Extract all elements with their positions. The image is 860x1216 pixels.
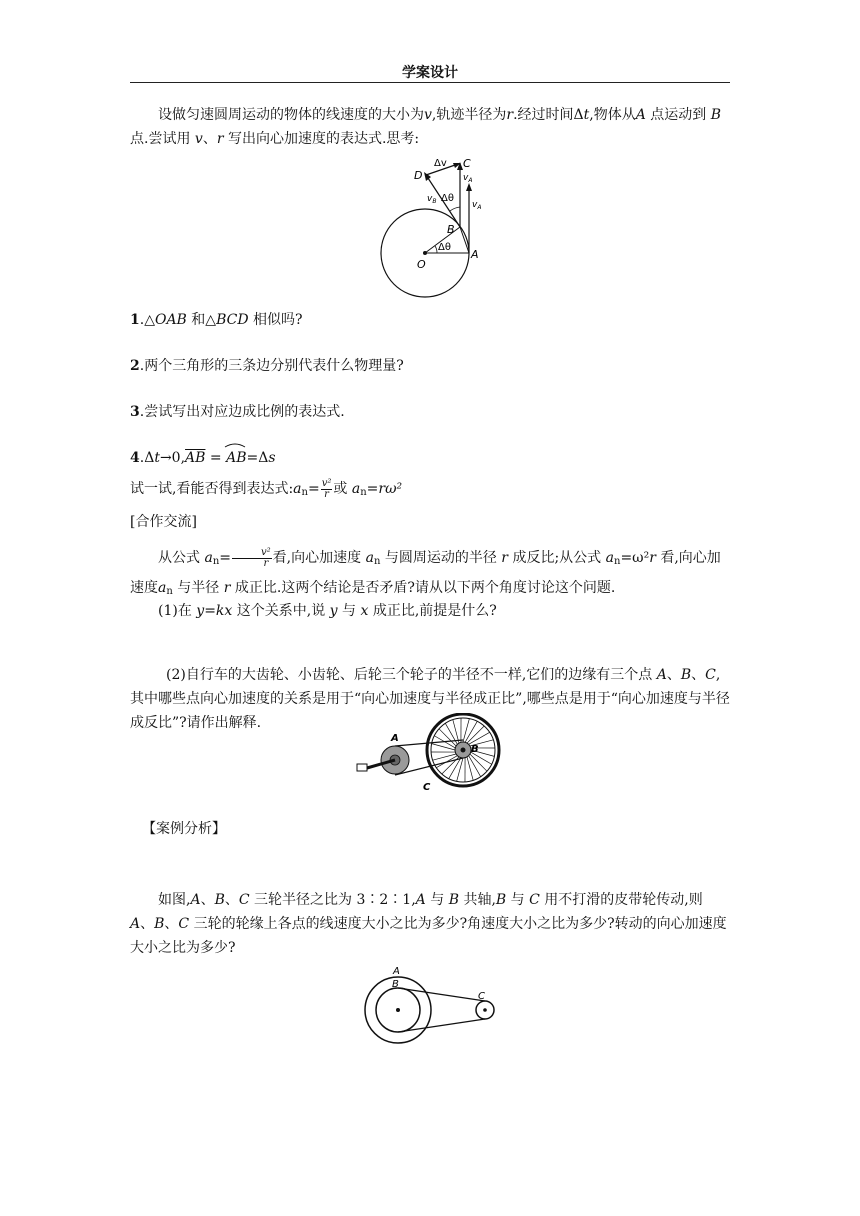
label-B: B (447, 223, 455, 236)
pedal (357, 764, 367, 771)
label-A: A (471, 248, 479, 261)
label-O: O (417, 258, 426, 271)
fraction-v2-r-2: $\frac{\text{v²}}{r}$ (232, 548, 272, 569)
wheel-spoke (433, 754, 456, 760)
label-A: A (393, 966, 400, 977)
page-header: 学案设计 (402, 65, 458, 81)
label-vA-side: $v_A$ (472, 200, 482, 211)
wheel-spoke (467, 757, 473, 780)
case-title: 【案例分析】 (142, 821, 226, 837)
item-1: (1)在 y=kx 这个关系中,说 y 与 x 成正比,前提是什么? (158, 603, 497, 619)
angle-arc-O (435, 246, 437, 253)
wheel-spoke (463, 719, 469, 742)
label-B: B (392, 979, 399, 990)
bicycle-gear-diagram (355, 713, 505, 798)
wheel-spoke (453, 720, 459, 743)
try-line: 试一试,看能否得到表达式$:a_n=$ $\frac{\text{v²}}{r}$ 或 $a_n=r\omega^2$ (130, 477, 403, 500)
label-C: C (423, 782, 431, 793)
label-B: B (471, 744, 479, 755)
intro-paragraph: 设做匀速圆周运动的物体的线速度的大小为v,轨迹半径为r.经过时间Δt,物体从A 点运动到 B 点.尝试用 v、r 写出向心加速度的表达式.思考: (130, 107, 722, 147)
question-1: 1.△OAB 和△BCD 相似吗? (130, 312, 303, 328)
rear-hub (461, 748, 466, 753)
label-vB: $v_B$ (427, 194, 437, 205)
question-2: 2.两个三角形的三条边分别代表什么物理量? (130, 358, 404, 374)
wheel-spoke (457, 758, 463, 781)
angle-arc-B (450, 207, 460, 211)
label-delta-theta-top: Δθ (441, 193, 454, 204)
case-paragraph: 如图,A、B、C 三轮半径之比为 3∶2∶1,A 与 B 共轴,B 与 C 用不打滑的皮带轮传动,则 A、B、C 三轮的轮缘上各点的线速度大小之比为多少?角速度大小之比为多少?转动的向心加速度大小之比为多少? (130, 892, 727, 956)
question-4: $4.\Delta t\to 0,\overline{AB}$ = AB=Δs (130, 446, 730, 470)
label-delta-v: Δv (434, 158, 447, 169)
vA-arrowhead (466, 183, 472, 191)
label-delta-theta-bottom: Δθ (438, 242, 451, 253)
item-2: (2)自行车的大齿轮、小齿轮、后轮三个轮子的半径不一样,它们的边缘有三个点 A、B、C,其中哪些点向心加速度的关系是用于“向心加速度与半径成正比”,哪些点是用于“向心加速度与半径成反比”?请作出解释. (130, 667, 730, 731)
axis-C (483, 1008, 487, 1012)
question-3: 3.尝试写出对应边成比例的表达式. (130, 404, 345, 420)
label-vA-top: $v_A$ (463, 173, 473, 184)
axis-AB (396, 1008, 400, 1012)
belt-bottom (398, 1019, 485, 1032)
wheel-spoke (432, 744, 455, 750)
center-point-O (423, 251, 427, 255)
belt-top (398, 988, 485, 1001)
cooperation-paragraph: 从公式 $a_n=$ $\frac{\text{v²}}{r}$ 看,向心加速度 $a_n$ 与圆周运动的半径 r 成反比;从公式 $a_n=\omega^2r$ 看,向心加速度$a_n$ 与半径 r 成正比.这两个结论是否矛盾?请从以下两个角度讨论这个问题. (130, 546, 721, 597)
cooperation-title: [合作交流] (130, 514, 197, 530)
fraction-v2-r: $\frac{\text{v²}}{r}$ (321, 477, 332, 500)
header-rule (130, 82, 730, 83)
belt-drive-diagram (360, 962, 500, 1047)
label-A: A (391, 733, 399, 744)
circular-motion-diagram (370, 155, 510, 305)
label-C: C (478, 991, 485, 1002)
arc-symbol (224, 442, 246, 448)
label-C: C (463, 157, 471, 170)
label-D: D (414, 169, 423, 182)
